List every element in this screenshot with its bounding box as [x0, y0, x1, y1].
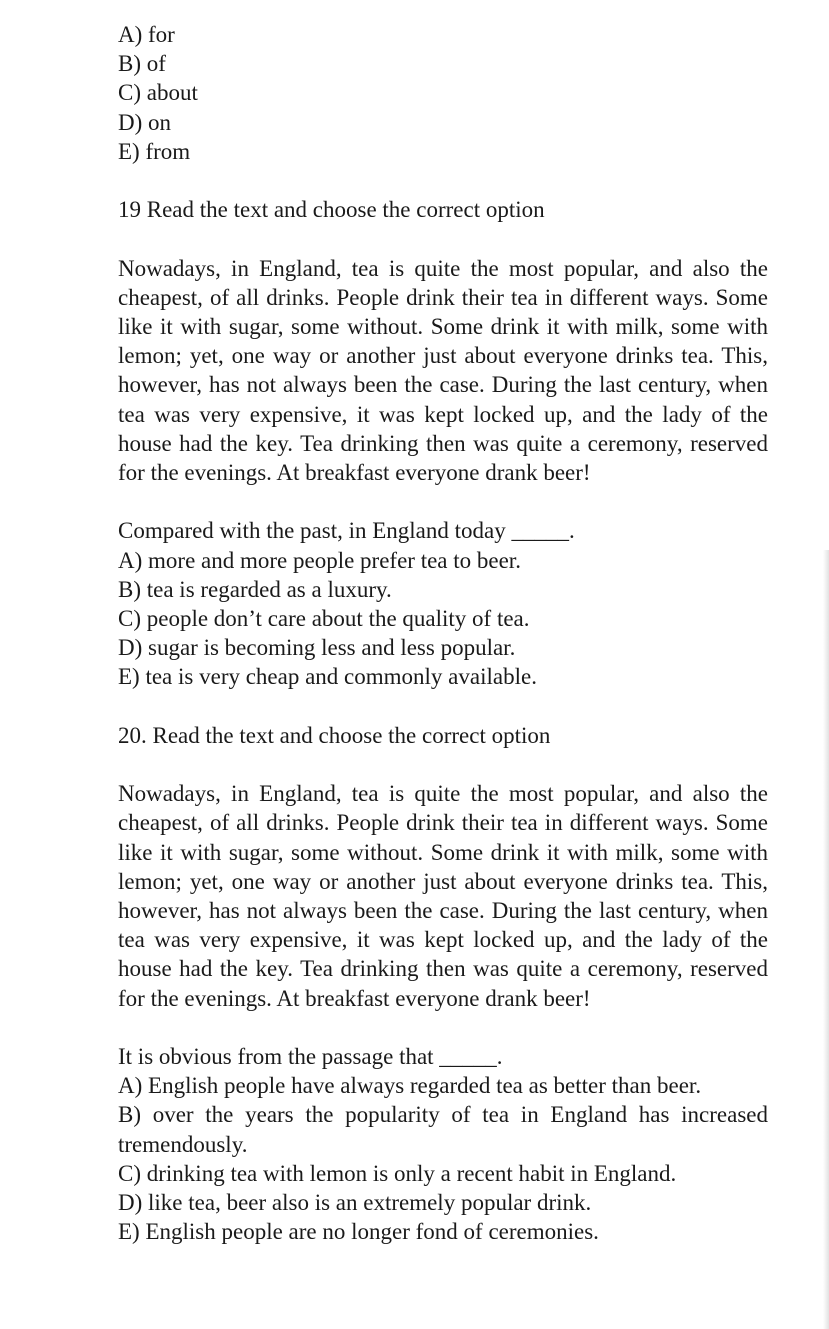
question-stem: It is obvious from the passage that _____.: [118, 1044, 503, 1070]
question-20: [118, 721, 768, 1247]
option-b[interactable]: B) of: [118, 51, 166, 77]
question-19: [118, 195, 768, 691]
spacer: [118, 487, 768, 516]
question-title: 20. Read the text and choose the correct option: [118, 722, 551, 748]
reading-passage: Nowadays, in England, tea is quite the most popular, and also the cheapest, of all drinks. People drink their tea in different ways. Some like it with sugar, some without. Some drink it with milk, some with lemon; yet, one way or another just about everyone drinks tea. This, however, has not always been the case. During the last century, when tea was very expensive, it was kept locked up, and the lady of the house had the key. Tea drinking then was quite a ceremony, reserved for the evenings. At breakfast everyone drank beer!: [118, 255, 768, 486]
option-e[interactable]: E) English people are no longer fond of ceremonies.: [118, 1219, 599, 1245]
spacer: [118, 1013, 768, 1042]
option-e[interactable]: E) from: [118, 138, 191, 164]
spacer: [118, 750, 768, 779]
option-b[interactable]: B) over the years the popularity of tea in England has increased tremendously.: [118, 1102, 768, 1157]
spacer: [118, 692, 768, 721]
option-c[interactable]: C) drinking tea with lemon is only a recent habit in England.: [118, 1160, 677, 1186]
option-b[interactable]: B) tea is regarded as a luxury.: [118, 576, 392, 602]
spacer: [118, 224, 768, 253]
reading-passage: Nowadays, in England, tea is quite the most popular, and also the cheapest, of all drinks. People drink their tea in different ways. Some like it with sugar, some without. Some drink it with milk, some with lemon; yet, one way or another just about everyone drinks tea. This, however, has not always been the case. During the last century, when tea was very expensive, it was kept locked up, and the lady of the house had the key. Tea drinking then was quite a ceremony, reserved for the evenings. At breakfast everyone drank beer!: [118, 781, 768, 1011]
option-c[interactable]: C) about: [118, 80, 198, 106]
option-a[interactable]: A) for: [118, 22, 175, 47]
option-d[interactable]: D) sugar is becoming less and less popular.: [118, 635, 516, 661]
option-d[interactable]: D) like tea, beer also is an extremely popular drink.: [118, 1190, 592, 1216]
option-a[interactable]: A) English people have always regarded tea as better than beer.: [118, 1073, 702, 1099]
question-title: 19 Read the text and choose the correct option: [118, 197, 545, 223]
document-page: [118, 20, 768, 1246]
q18-options: [118, 20, 768, 166]
question-stem: Compared with the past, in England today _____.: [118, 518, 575, 544]
page-edge-shadow: [823, 550, 829, 1329]
option-a[interactable]: A) more and more people prefer tea to beer.: [118, 547, 521, 573]
option-e[interactable]: E) tea is very cheap and commonly available.: [118, 664, 537, 690]
option-d[interactable]: D) on: [118, 109, 172, 135]
option-c[interactable]: C) people don’t care about the quality of tea.: [118, 606, 530, 632]
spacer: [118, 166, 768, 195]
